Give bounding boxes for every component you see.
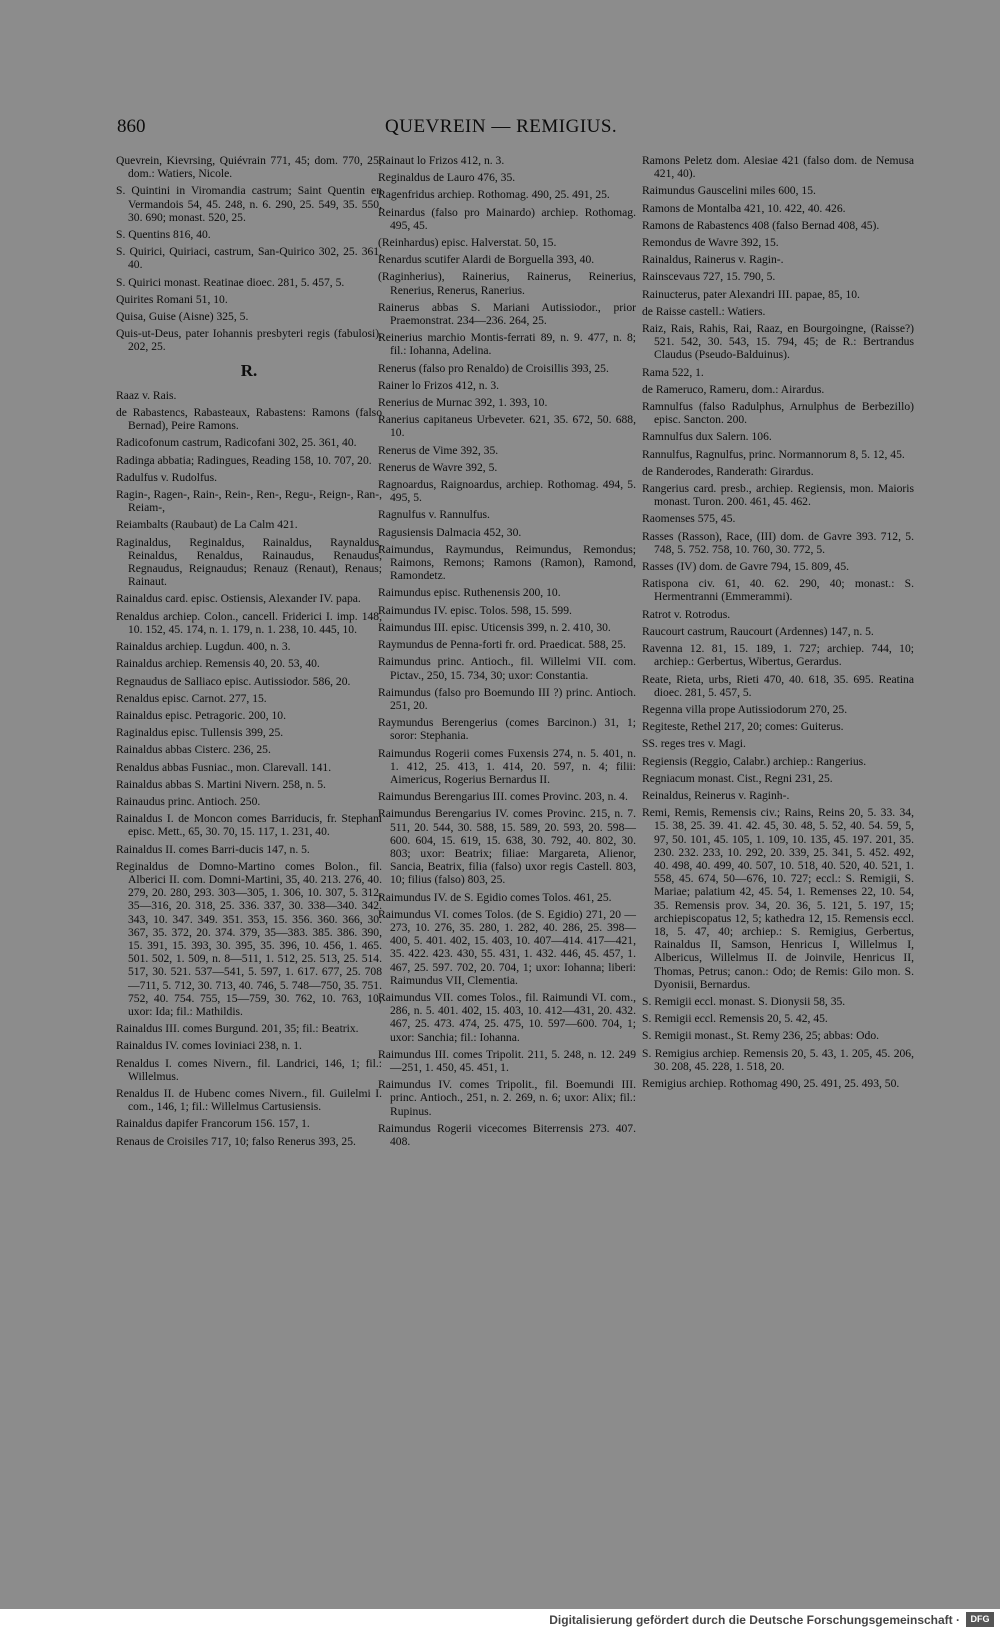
index-entry: Radulfus v. Rudolfus.: [116, 470, 218, 484]
index-entry: Regiensis (Reggio, Calabr.) archiep.: Rangerius.: [642, 754, 867, 768]
index-entry: Quevrein, Kievrsing, Quiévrain 771, 45; dom. 770, 25; dom.: Watiers, Nicole.: [116, 154, 382, 181]
index-entry: Raimundus (falso pro Boemundo III ?) princ. Antioch. 251, 20.: [378, 685, 636, 712]
index-entry: Renerus de Wavre 392, 5.: [378, 460, 498, 474]
index-entry: Raimundus princ. Antioch., fil. Willelmi VII. com. Pictav., 250, 15. 734, 30; uxor: Constantia.: [378, 655, 636, 682]
footer-bar: [0, 1609, 1000, 1631]
index-entry: Raaz v. Rais.: [116, 388, 177, 402]
index-entry: Raimundus III. comes Tripolit. 211, 5. 248, n. 12. 249—251, 1. 450, 45. 451, 1.: [378, 1047, 636, 1074]
index-entry: Raimundus Rogerii vicecomes Biterrensis 273. 407. 408.: [378, 1121, 636, 1148]
index-entry: Raimundus VI. comes Tolos. (de S. Egidio) 271, 20 — 273, 10. 276, 35. 280, 1. 282, 40. 286, 25. 398—400, 5. 401. 402, 15. 403, 10. 407—414. 417—421, 35. 422. 423. 430, 55. 431, 1. 432. 446, 45. 457, 1. 467, 25. 597. 702, 20. 704, 1; uxor: Iohanna; liberi: Raimundus VII, Clementia.: [378, 907, 636, 987]
index-entry: (Reinhardus) episc. Halverstat. 50, 15.: [378, 236, 557, 250]
index-entry: Raimundus Berengarius IV. comes Provinc. 215, n. 7. 511, 20. 544, 30. 588, 15. 589, 20. 593, 20. 598—600. 604, 15. 619, 15. 638, 30. 792, 40. 802, 30. 803; uxor: Beatrix; filiae: Margareta, Alienor, Sancia, Beatrix, filia (falso) uxor regis Castell. 803, 10; filius (falso) 803, 25.: [378, 807, 636, 887]
index-entry: Rainaldus III. comes Burgund. 201, 35; fil.: Beatrix.: [116, 1022, 359, 1036]
index-entry: Renerus (falso pro Renaldo) de Croisillis 393, 25.: [378, 361, 609, 375]
index-entry: Regiteste, Rethel 217, 20; comes: Guiterus.: [642, 720, 844, 734]
column-middle: [378, 154, 636, 1152]
index-entry: Rainaldus IV. comes Ioviniaci 238, n. 1.: [116, 1039, 302, 1053]
index-entry: Raiz, Rais, Rahis, Rai, Raaz, en Bourgoingne, (Raisse?) 521. 542, 30. 543, 15. 794, 45; de R.: Bertrandus Claudus (Pseudo-Balduinus).: [642, 322, 914, 362]
index-entry: Reinaldus, Reinerus v. Raginh-.: [642, 788, 790, 802]
index-entry: Raimundus Berengarius III. comes Provinc. 203, n. 4.: [378, 790, 628, 804]
index-entry: Rainscevaus 727, 15. 790, 5.: [642, 270, 776, 284]
index-entry: Raimundus IV. comes Tripolit., fil. Boemundi III. princ. Antioch., 251, n. 2. 269, n. 6; uxor: Alix; fil.: Rupinus.: [378, 1078, 636, 1118]
index-entry: Reate, Rieta, urbs, Rieti 470, 40. 618, 35. 695. Reatina dioec. 281, 5. 457, 5.: [642, 672, 914, 699]
index-entry: Remondus de Wavre 392, 15.: [642, 236, 779, 250]
index-entry: Ragnoardus, Raignoardus, archiep. Rothomag. 494, 5. 495, 5.: [378, 478, 636, 505]
index-entry: Raginaldus episc. Tullensis 399, 25.: [116, 726, 284, 740]
index-entry: de Rabastencs, Rabasteaux, Rabastens: Ramons (falso Bernad), Peire Ramons.: [116, 406, 382, 433]
index-entry: de Raisse castell.: Watiers.: [642, 304, 766, 318]
index-entry: Renaldus abbas Fusniac., mon. Clarevall. 141.: [116, 760, 332, 774]
index-entry: Raucourt castrum, Raucourt (Ardennes) 147, n. 5.: [642, 624, 874, 638]
index-entry: Raimundus episc. Ruthenensis 200, 10.: [378, 586, 561, 600]
dfg-logo-icon: DFG: [966, 1612, 994, 1627]
index-entry: Rasses (IV) dom. de Gavre 794, 15. 809, 45.: [642, 560, 850, 574]
index-entry: Remi, Remis, Remensis civ.; Rains, Reins 20, 5. 33. 34, 15. 38, 25. 39. 41. 42. 45, 30. 48, 5. 52, 40. 54. 59, 5, 97, 50. 101, 45. 105, 1. 109, 10. 135, 45. 197. 201, 35. 230. 232. 233, 10. 292, 20. 339, 25. 341, 5. 452. 492, 40. 498, 40. 499, 40. 507, 10. 518, 40. 520, 40. 521, 1. 558, 45. 674, 50—676, 10. 727; eccl.: S. Remigii, S. Mariae; palatium 42, 45. 54, 1. Remenses 22, 10. 54, 35. Remensis prov. 34, 20. 36, 5. 121, 5. 197, 15; archiepiscopatus 12, 5; kathedra 12, 15. Remensis eccl. 18, 5. 47, 40; archiep.: S. Remigius, Gerbertus, Rainaldus II, Samson, Henricus I, Willelmus I, Albericus, Willelmus II. de Joinvile, Henricus II, Thomas, Petrus; canon.: Odo; de Remis: Gilo mon. S. Dyonisii, Bernardus.: [642, 806, 914, 991]
index-entry: Rainaldus II. comes Barri-ducis 147, n. 5.: [116, 842, 310, 856]
index-entry: Ramons de Montalba 421, 10. 422, 40. 426.: [642, 201, 846, 215]
index-entry: Renaldus archiep. Colon., cancell. Friderici I. imp. 148, 10. 152, 45. 174, n. 1. 179, n. 1. 238, 10. 445, 10.: [116, 609, 382, 636]
index-entry: Rainaldus archiep. Remensis 40, 20. 53, 40.: [116, 657, 320, 671]
index-entry: Ravenna 12. 81, 15. 189, 1. 727; archiep. 744, 10; archiep.: Gerbertus, Wibertus, Gerardus.: [642, 642, 914, 669]
footer-credit: Digitalisierung gefördert durch die Deutsche Forschungsgemeinschaft ·: [549, 1613, 960, 1627]
index-entry: Regnaudus de Salliaco episc. Autissiodor. 586, 20.: [116, 674, 351, 688]
index-entry: Rangerius card. presb., archiep. Regiensis, mon. Maioris monast. Turon. 200. 461, 45. 462.: [642, 482, 914, 509]
index-entry: Raimundus VII. comes Tolos., fil. Raimundi VI. com., 286, n. 5. 401. 402, 15. 403, 10. 412—431, 20. 432. 467, 25. 473. 474, 25. 475, 10. 597—600. 704, 1; uxor: Sanchia; fil.: Iohanna.: [378, 990, 636, 1044]
index-entry: (Raginherius), Rainerius, Rainerus, Reinerius, Renerius, Renerus, Ranerius.: [378, 270, 636, 297]
page-number: 860: [117, 116, 146, 137]
index-entry: Ragnulfus v. Rannulfus.: [378, 508, 490, 522]
index-entry: S. Quirici, Quiriaci, castrum, San-Quirico 302, 25. 361, 40.: [116, 245, 382, 272]
index-entry: Rasses (Rasson), Race, (III) dom. de Gavre 393. 712, 5. 748, 5. 752. 758, 10. 760, 30. 772, 5.: [642, 529, 914, 556]
index-entry: S. Quintini in Viromandia castrum; Saint Quentin en Vermandois 54, 45. 248, n. 6. 290, 25. 549, 35. 550, 30. 690; monast. 520, 25.: [116, 184, 382, 224]
index-entry: Rannulfus, Ragnulfus, princ. Normannorum 8, 5. 12, 45.: [642, 447, 905, 461]
index-entry: Radicofonum castrum, Radicofani 302, 25. 361, 40.: [116, 436, 357, 450]
index-entry: Raimundus III. episc. Uticensis 399, n. 2. 410, 30.: [378, 620, 611, 634]
index-entry: S. Remigii eccl. monast. S. Dionysii 58, 35.: [642, 994, 846, 1008]
column-left: [116, 154, 382, 1152]
index-entry: Regniacum monast. Cist., Regni 231, 25.: [642, 771, 833, 785]
index-entry: Regenna villa prope Autissiodorum 270, 25.: [642, 702, 848, 716]
index-entry: Rainaldus abbas Cisterc. 236, 25.: [116, 743, 271, 757]
index-entry: Raymundus Berengerius (comes Barcinon.) 31, 1; soror: Stephania.: [378, 716, 636, 743]
index-entry: Rainaut lo Frizos 412, n. 3.: [378, 154, 505, 167]
index-entry: S. Remigii monast., St. Remy 236, 25; abbas: Odo.: [642, 1029, 880, 1043]
index-entry: Ranerius capitaneus Urbeveter. 621, 35. 672, 50. 688, 10.: [378, 413, 636, 440]
column-right: [642, 154, 914, 1094]
index-entry: Reginaldus de Domno-Martino comes Bolon., fil. Alberici II. com. Domni-Martini, 35, 40. 213. 276, 40. 279, 20. 280, 293. 303—305, 1. 306, 10. 307, 5. 312, 35—316, 20. 318, 25. 336. 337, 30. 338—340. 342. 343, 10. 347. 349. 351. 353, 15. 356. 360. 366, 30. 367, 35. 372, 20. 374. 379, 35—383. 385. 386. 390, 15. 391, 15. 393, 30. 395, 35. 396, 10. 456, 1. 465. 501. 502, 1. 509, n. 8—511, 1. 512, 25. 513, 25. 514. 517, 30. 521. 537—541, 5. 597, 1. 617. 677, 25. 708—711, 5. 712, 30. 713, 40. 746, 5. 748—750, 35. 751. 752, 40. 754. 755, 15—759, 30. 762, 10. 763, 10; uxor: Ida; fil.: Mathildis.: [116, 859, 382, 1018]
index-entry: Raimundus IV. episc. Tolos. 598, 15. 599.: [378, 603, 572, 617]
index-entry: de Rameruco, Rameru, dom.: Airardus.: [642, 382, 825, 396]
index-entry: Quis-ut-Deus, pater Iohannis presbyteri regis (fabulosi), 202, 25.: [116, 327, 382, 354]
index-entry: Renaus de Croisiles 717, 10; falso Renerus 393, 25.: [116, 1134, 356, 1148]
index-entry: Rainaldus, Rainerus v. Ragin-.: [642, 253, 784, 267]
index-entry: Rainaldus dapifer Francorum 156. 157, 1.: [116, 1117, 310, 1131]
index-entry: Renaldus II. de Hubenc comes Nivern., fil. Guilelmi I. com., 146, 1; fil.: Willelmus Cartusiensis.: [116, 1086, 382, 1114]
index-entry: Rainerus abbas S. Mariani Autissiodor., prior Praemonstrat. 234—236. 264, 25.: [378, 300, 636, 328]
index-entry: Reginaldus de Lauro 476, 35.: [378, 171, 516, 185]
index-entry: S. Remigius archiep. Remensis 20, 5. 43, 1. 205, 45. 206, 30. 208, 45. 228, 1. 518, 20.: [642, 1046, 914, 1073]
index-entry: Raimundus IV. de S. Egidio comes Tolos. 461, 25.: [378, 890, 612, 904]
index-entry: S. Quirici monast. Reatinae dioec. 281, 5. 457, 5.: [116, 275, 345, 289]
index-entry: Rama 522, 1.: [642, 365, 704, 379]
index-entry: Raymundus de Penna-forti fr. ord. Praedicat. 588, 25.: [378, 638, 626, 652]
index-entry: Ratrot v. Rotrodus.: [642, 607, 731, 621]
index-entry: Ramnulfus (falso Radulphus, Arnulphus de Berbezillo) episc. Sancton. 200.: [642, 400, 914, 427]
index-entry: Quirites Romani 51, 10.: [116, 292, 228, 306]
index-entry: SS. reges tres v. Magi.: [642, 737, 746, 751]
index-entry: Remigius archiep. Rothomag 490, 25. 491, 25. 493, 50.: [642, 1076, 900, 1090]
index-entry: de Randerodes, Randerath: Girardus.: [642, 464, 814, 478]
index-entry: Reiambalts (Raubaut) de La Calm 421.: [116, 518, 298, 532]
index-entry: Ratispona civ. 61, 40. 62. 290, 40; monast.: S. Hermentranni (Emmerammi).: [642, 577, 914, 604]
index-entry: Rainaldus episc. Petragoric. 200, 10.: [116, 708, 287, 722]
index-entry: Ramons de Rabastencs 408 (falso Bernad 408, 45).: [642, 218, 880, 232]
index-entry: Radinga abbatia; Radingues, Reading 158, 10. 707, 20.: [116, 453, 372, 467]
index-entry: S. Quentins 816, 40.: [116, 228, 211, 242]
index-entry: Raimundus, Raymundus, Reimundus, Remondus; Raimons, Remons; Ramons (Ramon), Ramond, Ramondetz.: [378, 542, 636, 583]
index-entry: Renaldus I. comes Nivern., fil. Landrici, 146, 1; fil.: Willelmus.: [116, 1056, 382, 1083]
index-entry: Ragin-, Ragen-, Rain-, Rein-, Ren-, Regu-, Reign-, Ran-, Reiam-,: [116, 488, 382, 515]
index-entry: Reinerius marchio Montis-ferrati 89, n. 9. 477, n. 8; fil.: Iohanna, Adelina.: [378, 331, 636, 358]
index-entry: Ramons Peletz dom. Alesiae 421 (falso dom. de Nemusa 421, 40).: [642, 154, 914, 181]
index-entry: Quisa, Guise (Aisne) 325, 5.: [116, 310, 249, 324]
index-entry: Ragenfridus archiep. Rothomag. 490, 25. 491, 25.: [378, 188, 610, 202]
index-entry: Raimundus Rogerii comes Fuxensis 274, n. 5. 401, n. 1. 412, 25. 413, 1. 414, 20. 597, n. 4; filii: Aimericus, Rogerius Bernardus II.: [378, 746, 636, 786]
index-entry: Ragusiensis Dalmacia 452, 30.: [378, 525, 522, 539]
index-entry: Ramnulfus dux Salern. 106.: [642, 430, 772, 444]
index-entry: Rainaudus princ. Antioch. 250.: [116, 794, 261, 808]
index-entry: Rainaldus I. de Moncon comes Barriducis, fr. Stephani episc. Mett., 65, 30. 70, 15. 117, 1. 231, 40.: [116, 812, 382, 839]
index-entry: Raginaldus, Reginaldus, Rainaldus, Raynaldus, Reinaldus, Renaldus, Rainaudus, Renaudus, Regnaudus, Reignaudus; Renauz (Renaut), Renaus; Rainaut.: [116, 535, 382, 589]
running-head: QUEVREIN — REMIGIUS.: [385, 116, 618, 137]
index-entry: Rainaldus abbas S. Martini Nivern. 258, n. 5.: [116, 777, 326, 791]
index-entry: Renardus scutifer Alardi de Borguella 393, 40.: [378, 253, 595, 267]
index-entry: Raomenses 575, 45.: [642, 512, 736, 526]
index-entry: Rainucterus, pater Alexandri III. papae, 85, 10.: [642, 287, 860, 301]
index-entry: Rainaldus card. episc. Ostiensis, Alexander IV. papa.: [116, 592, 361, 606]
index-entry: Renerus de Vime 392, 35.: [378, 443, 499, 457]
index-entry: Renerius de Murnac 392, 1. 393, 10.: [378, 396, 548, 410]
index-entry: S. Remigii eccl. Remensis 20, 5. 42, 45.: [642, 1012, 828, 1026]
index-entry: Reinardus (falso pro Mainardo) archiep. Rothomag. 495, 45.: [378, 205, 636, 232]
index-entry: Renaldus episc. Carnot. 277, 15.: [116, 691, 267, 705]
index-entry: Raimundus Gauscelini miles 600, 15.: [642, 184, 816, 198]
index-entry: Rainaldus archiep. Lugdun. 400, n. 3.: [116, 640, 291, 654]
section-letter: R.: [240, 360, 258, 380]
index-entry: Rainer lo Frizos 412, n. 3.: [378, 378, 500, 392]
